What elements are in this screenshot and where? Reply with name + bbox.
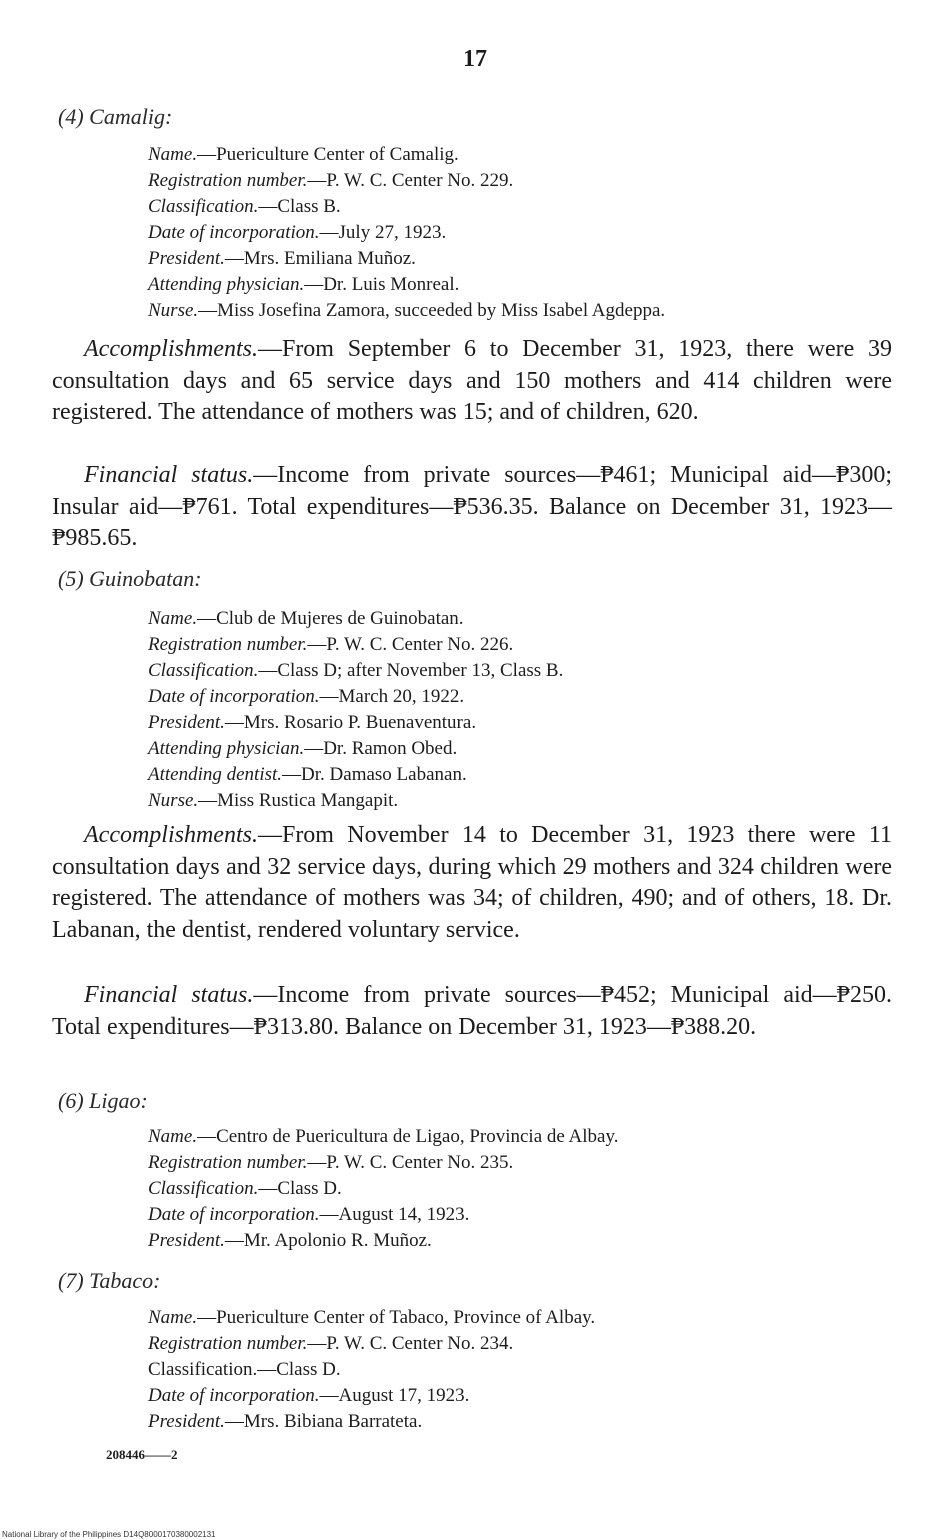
field-nurse: Nurse.—Miss Josefina Zamora, succeeded by Miss Isabel Agdeppa.	[148, 300, 666, 321]
field-classification: Classification.—Class D.	[148, 1178, 342, 1199]
section-heading-camalig	[58, 104, 172, 130]
section-name: Guinobatan:	[89, 566, 202, 591]
field-registration: Registration number.—P. W. C. Center No. 234.	[148, 1333, 514, 1354]
field-physician: Attending physician.—Dr. Luis Monreal.	[148, 274, 460, 295]
field-president: President.—Mrs. Bibiana Barrateta.	[148, 1411, 423, 1432]
field-list-ligao	[148, 1124, 908, 1254]
field-classification: Classification.—Class D; after November 13, Class B.	[148, 660, 564, 681]
field-list-tabaco	[148, 1305, 908, 1435]
field-list-camalig	[148, 142, 908, 324]
field-registration: Registration number.—P. W. C. Center No. 235.	[148, 1152, 514, 1173]
section-number: (5)	[58, 566, 84, 591]
field-physician: Attending physician.—Dr. Ramon Obed.	[148, 738, 458, 759]
field-nurse: Nurse.—Miss Rustica Mangapit.	[148, 790, 399, 811]
accomplishments-text: —From September 6 to December 31, 1923, there were 39 consultation days and 65 service days and 150 mothers and 414 children were registered. The attendance of mothers was 15; and of children, 620.	[52, 336, 892, 425]
signature-mark: 208446——2	[106, 1447, 178, 1462]
financial-paragraph-guinobatan	[52, 980, 892, 1043]
section-name: Camalig:	[89, 104, 173, 129]
field-classification: Classification.—Class D.	[148, 1359, 341, 1380]
accomplishments-label: Accomplishments.	[84, 822, 258, 848]
field-classification: Classification.—Class B.	[148, 196, 341, 217]
field-date-incorporation: Date of incorporation.—March 20, 1922.	[148, 686, 465, 707]
field-name: Name.—Puericulture Center of Camalig.	[148, 144, 459, 165]
financial-text: —Income from private sources—₱452; Municipal aid—₱250. Total expenditures—₱313.80. Balance on December 31, 1923—₱388.20.	[52, 982, 892, 1040]
accomplishments-paragraph-camalig	[52, 334, 892, 429]
section-heading-ligao	[58, 1088, 148, 1114]
financial-text: —Income from private sources—₱461; Municipal aid—₱300; Insular aid—₱761. Total expenditures—₱536.35. Balance on December 31, 1923—₱985.65.	[52, 462, 892, 551]
financial-label: Financial status.	[84, 982, 254, 1008]
accomplishments-paragraph-guinobatan	[52, 820, 892, 946]
field-president: President.—Mrs. Emiliana Muñoz.	[148, 248, 416, 269]
field-president: President.—Mrs. Rosario P. Buenaventura.	[148, 712, 477, 733]
section-name: Tabaco:	[89, 1268, 161, 1293]
financial-label: Financial status.	[84, 462, 254, 488]
field-list-guinobatan	[148, 606, 908, 814]
financial-paragraph-camalig	[52, 460, 892, 555]
section-heading-tabaco	[58, 1268, 160, 1294]
field-name: Name.—Club de Mujeres de Guinobatan.	[148, 608, 464, 629]
field-date-incorporation: Date of incorporation.—August 14, 1923.	[148, 1204, 470, 1225]
section-number: (7)	[58, 1268, 84, 1293]
field-date-incorporation: Date of incorporation.—July 27, 1923.	[148, 222, 447, 243]
section-heading-guinobatan	[58, 566, 202, 592]
field-registration: Registration number.—P. W. C. Center No. 229.	[148, 170, 514, 191]
accomplishments-text: —From November 14 to December 31, 1923 there were 11 consultation days and 32 service days, during which 29 mothers and 324 children were registered. The attendance of mothers was 34; of children, 490; and of others, 18. Dr. Labanan, the dentist, rendered voluntary service.	[52, 822, 892, 943]
field-date-incorporation: Date of incorporation.—August 17, 1923.	[148, 1385, 470, 1406]
field-registration: Registration number.—P. W. C. Center No. 226.	[148, 634, 514, 655]
section-name: Ligao:	[89, 1088, 148, 1113]
field-dentist: Attending dentist.—Dr. Damaso Labanan.	[148, 764, 467, 785]
section-number: (6)	[58, 1088, 84, 1113]
accomplishments-label: Accomplishments.	[84, 336, 258, 362]
field-president: President.—Mr. Apolonio R. Muñoz.	[148, 1230, 432, 1251]
section-number: (4)	[58, 104, 84, 129]
footer-text: National Library of the Philippines D14Q8000170380002131	[2, 1530, 216, 1539]
field-name: Name.—Centro de Puericultura de Ligao, Provincia de Albay.	[148, 1126, 619, 1147]
field-name: Name.—Puericulture Center of Tabaco, Province of Albay.	[148, 1307, 596, 1328]
page-number: 17	[463, 46, 487, 72]
